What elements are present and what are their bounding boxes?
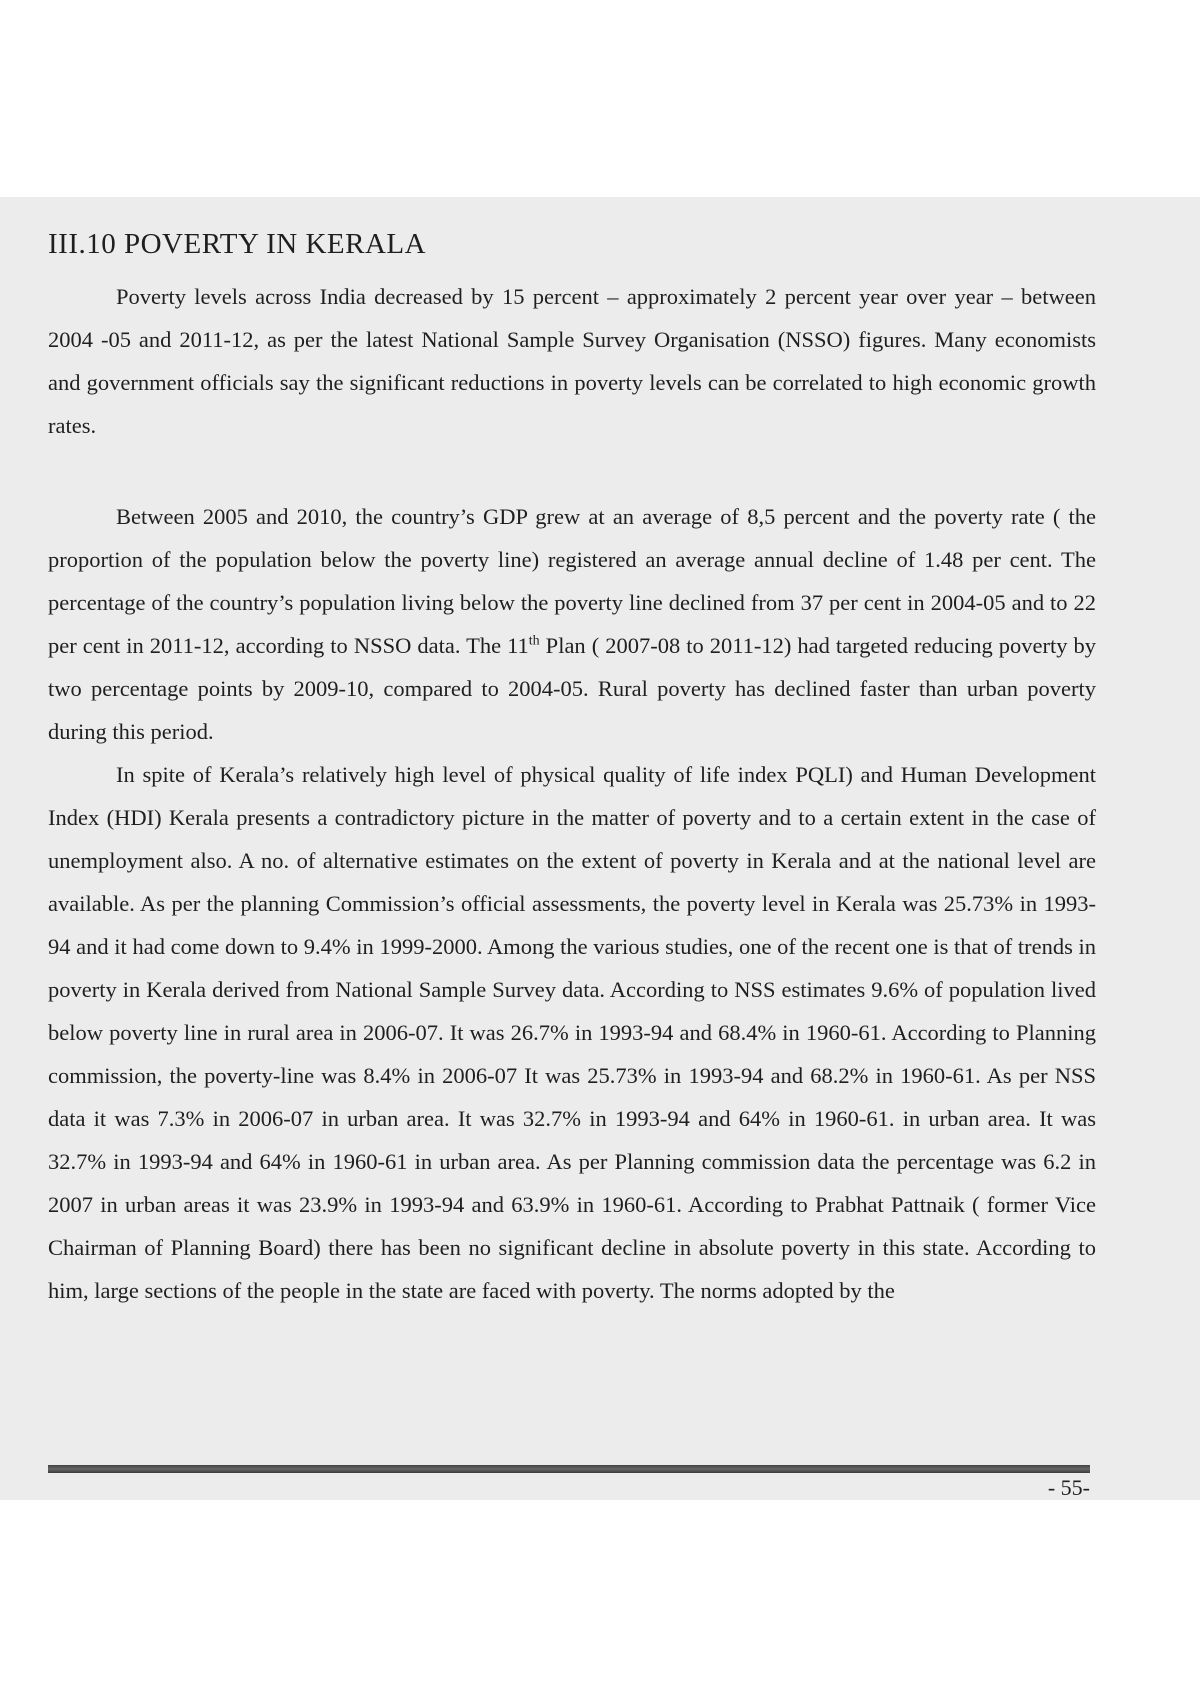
paragraph-poverty-levels: Poverty levels across India decreased by 15 percent – approximately 2 percent year over year – between 2004 -05 and 2011-12, as per the latest National Sample Survey Organisation (NSSO) figures. Many economists and government officials say the significant reductions in poverty levels can be correlated to high economic growth rates. <box>48 284 1096 438</box>
ordinal-superscript: th <box>528 633 540 649</box>
page-number: - 55- <box>1047 1475 1090 1500</box>
paragraph-text: Between 2005 and 2010, the country’s GDP grew at an average of 8,5 percent and the poverty rate ( the proportion of the population below the poverty line) registered an average annual decline of 1.48 per cent. The percentage of the country’s population living below the poverty line declined from 37 per cent in 2004-05 and to 22 per cent in 2011-12, according to NSSO data. The 11 <box>48 504 1096 658</box>
page-content <box>48 228 1096 1312</box>
footer-rule <box>48 1465 1090 1473</box>
section-heading: III.10 POVERTY IN KERALA <box>48 228 427 260</box>
paragraph-gdp-growth <box>48 495 1096 753</box>
paragraph-gap <box>48 447 1096 495</box>
paragraph-kerala-poverty: In spite of Kerala’s relatively high level of physical quality of life index PQLI) and Human Development Index (HDI) Kerala presents a contradictory picture in the matter of poverty and to a certain extent in the case of unemployment also. A no. of alternative estimates on the extent of poverty in Kerala and at the national level are available. As per the planning Commission’s official assessments, the poverty level in Kerala was 25.73% in 1993-94 and it had come down to 9.4% in 1999-2000. Among the various studies, one of the recent one is that of trends in poverty in Kerala derived from National Sample Survey data. According to NSS estimates 9.6% of population lived below poverty line in rural area in 2006-07. It was 26.7% in 1993-94 and 68.4% in 1960-61. According to Planning commission, the poverty-line was 8.4% in 2006-07 It was 25.73% in 1993-94 and 68.2% in 1960-61. As per NSS data it was 7.3% in 2006-07 in urban area. It was 32.7% in 1993-94 and 64% in 1960-61. in urban area. It was 32.7% in 1993-94 and 64% in 1960-61 in urban area. As per Planning commission data the percentage was 6.2 in 2007 in urban areas it was 23.9% in 1993-94 and 63.9% in 1960-61. According to Prabhat Pattnaik ( former Vice Chairman of Planning Board) there has been no significant decline in absolute poverty in this state. According to him, large sections of the people in the state are faced with poverty. The norms adopted by the <box>48 762 1096 1303</box>
paragraph-text: Plan ( 2007-08 to 2011-12) had targeted reducing poverty by two percentage points by 2009-10, compared to 2004-05. Rural poverty has declined faster than urban poverty during this period. <box>48 633 1096 744</box>
